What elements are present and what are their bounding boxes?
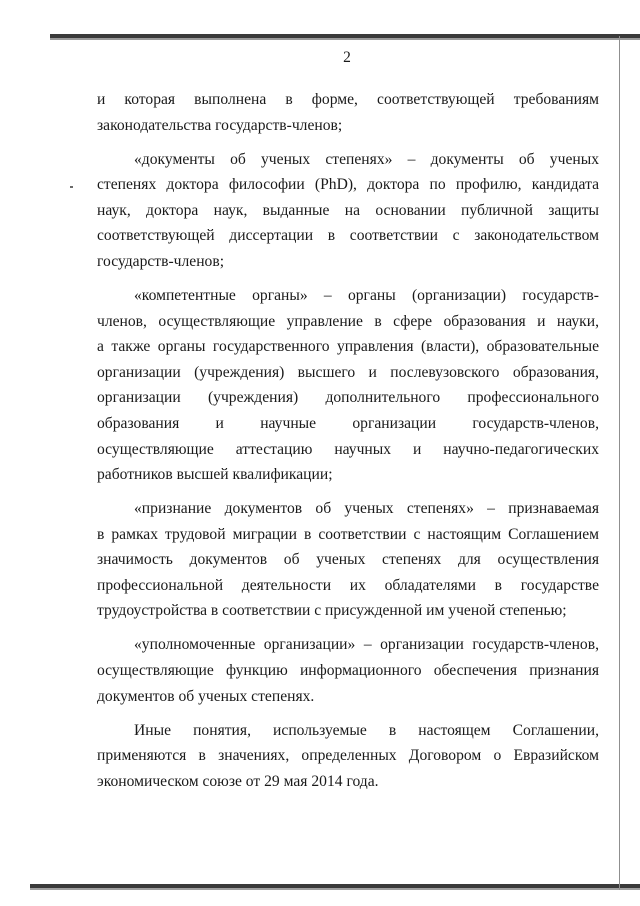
text-line: профессиональной деятельности их обладателями в государстве [97,576,599,594]
paragraph-definition-degree-documents [97,147,599,275]
text-line: членов, осуществляющие управление в сфере образования и науки, [97,312,599,330]
paragraph-definition-authorized-organizations [97,632,599,709]
scan-border-right [619,36,620,890]
text-line: а также органы государственного управления (власти), образовательные [97,338,599,356]
paragraph-other-terms [97,718,599,795]
paragraph-definition-continuation [97,87,599,138]
scan-speck [70,186,73,188]
text-line: осуществляющие аттестацию научных и научно-педагогических [97,440,599,458]
text-line: наук, доктора наук, выданные на основании публичной защиты [97,201,599,219]
text-line: государств-членов; [97,252,225,270]
text-line: «уполномоченные организации» – организации государств-членов, [134,636,599,654]
text-line: значимость документов об ученых степенях для осуществления [97,551,599,569]
text-line: Иные понятия, используемые в настоящем Соглашении, [134,721,599,739]
paragraph-definition-recognition [97,496,599,624]
page-number: 2 [343,49,351,66]
document-body [97,87,599,794]
text-line: организации (учреждения) высшего и послевузовского образования, [97,363,599,381]
text-line: осуществляющие функцию информационного обеспечения признания [97,662,599,680]
paragraph-definition-competent-bodies [97,283,599,488]
text-line: образования и научные организации государств-членов, [97,414,599,432]
text-line: работников высшей квалификации; [97,466,333,484]
text-line: «документы об ученых степенях» – документы об ученых [134,150,599,168]
text-line: и которая выполнена в форме, соответствующей требованиям [97,91,599,108]
text-line: организации (учреждения) дополнительного профессионального [97,389,599,407]
text-line: соответствующей диссертации в соответствии с законодательством [97,227,599,245]
text-line: документов об ученых степенях. [97,687,315,705]
text-line: экономическом союзе от 29 мая 2014 года. [97,772,379,790]
text-line: законодательства государств-членов; [97,116,343,134]
text-line: степенях доктора философии (PhD), доктора по профилю, кандидата [97,176,599,194]
text-line: применяются в значениях, определенных Договором о Евразийском [97,747,599,765]
scan-border-bottom-shadow [30,888,640,890]
text-line: «признание документов об ученых степенях» – признаваемая [134,500,599,518]
scan-border-top-shadow [50,38,640,40]
text-line: «компетентные органы» – органы (организации) государств- [134,286,599,304]
text-line: в рамках трудовой миграции в соответствии с настоящим Соглашением [97,525,599,543]
text-line: трудоустройства в соответствии с присужденной им ученой степенью; [97,602,567,620]
